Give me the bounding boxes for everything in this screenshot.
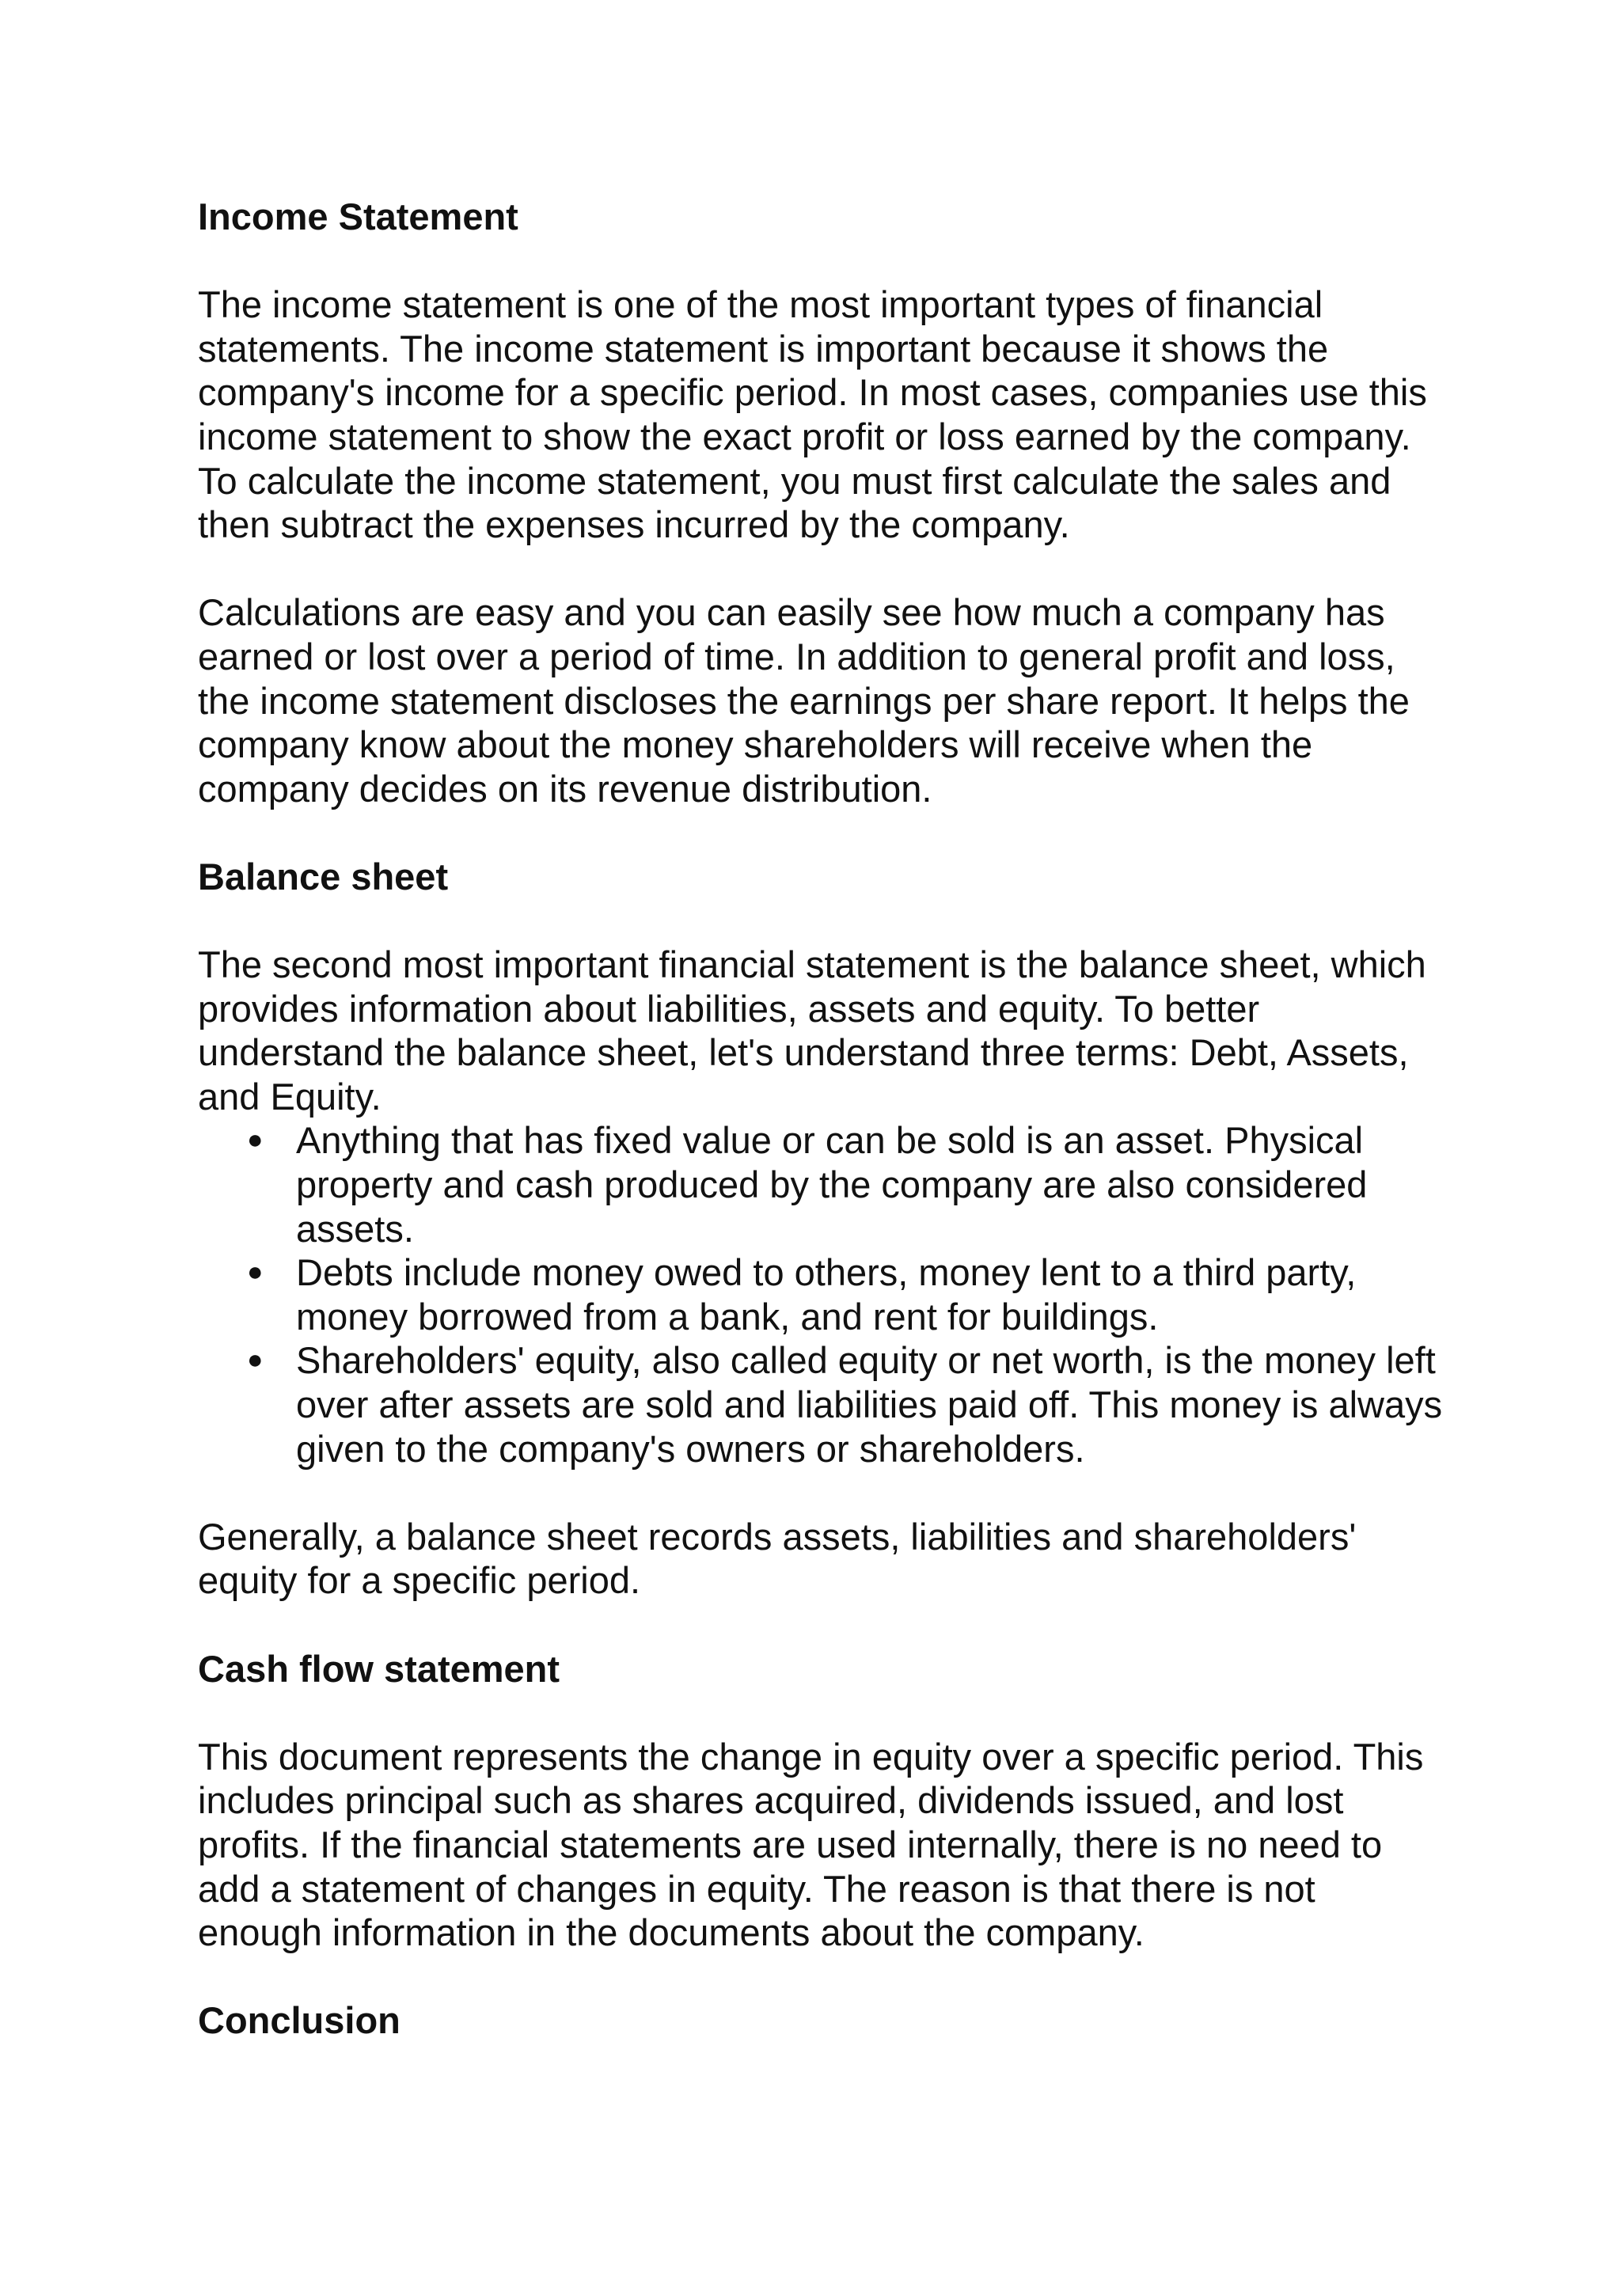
section-income-statement [198, 195, 1448, 810]
bullet-icon: ● [247, 1125, 264, 1156]
list-item [198, 1118, 1448, 1250]
section-heading: Cash flow statement [198, 1647, 560, 1690]
list-item-text: Anything that has fixed value or can be sold is an asset. Physical property and cash produced by the company are also considered assets. [296, 1119, 1368, 1250]
paragraph: The income statement is one of the most important types of financial statements. The income statement is important because it shows the company's income for a specific period. In most cases, companies use this income statement to show the exact profit or loss earned by the company. To calculate the income statement, you must first calculate the sales and then subtract the expenses incurred by the company. [198, 283, 1427, 546]
section-balance-sheet [198, 855, 1448, 1603]
section-cash-flow-statement [198, 1647, 1448, 1955]
section-heading: Income Statement [198, 195, 518, 237]
paragraph: Calculations are easy and you can easily see how much a company has earned or lost over a period of time. In addition to general profit and loss, the income statement discloses the earnings per share report. It helps the company know about the money shareholders will receive when the company decides on its revenue distribution. [198, 591, 1410, 810]
list-item-text: Debts include money owed to others, money lent to a third party, money borrowed from a bank, and rent for buildings. [296, 1251, 1357, 1338]
section-heading: Balance sheet [198, 855, 449, 898]
list-item-text: Shareholders' equity, also called equity or net worth, is the money left over after assets are sold and liabilities paid off. This money is always given to the company's owners or shareholders. [296, 1339, 1443, 1470]
list-item [198, 1338, 1448, 1471]
paragraph: Generally, a balance sheet records assets, liabilities and shareholders' equity for a specific period. [198, 1515, 1357, 1602]
paragraph: The second most important financial statement is the balance sheet, which provides information about liabilities, assets and equity. To better understand the balance sheet, let's understand three terms: Debt, Assets, and Equity. [198, 943, 1426, 1118]
list-item [198, 1250, 1448, 1338]
bullet-list [198, 1118, 1448, 1471]
paragraph: This document represents the change in equity over a specific period. This includes principal such as shares acquired, dividends issued, and lost profits. If the financial statements are used internally, there is no need to add a statement of changes in equity. The reason is that there is not enough information in the documents about the company. [198, 1735, 1424, 1954]
bullet-icon: ● [247, 1257, 264, 1288]
section-conclusion [198, 1998, 1448, 2043]
bullet-icon: ● [247, 1345, 264, 1376]
section-heading: Conclusion [198, 1999, 401, 2042]
document-page [198, 195, 1448, 2087]
